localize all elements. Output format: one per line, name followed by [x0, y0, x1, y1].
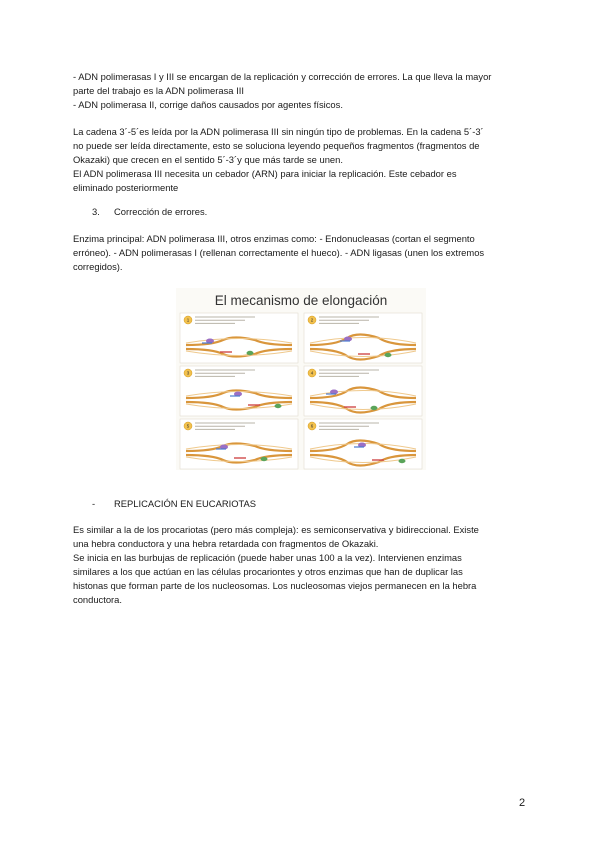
diagram-panel — [304, 419, 422, 469]
text-line: eliminado posteriormente — [73, 182, 179, 193]
diagram-panel — [180, 313, 298, 363]
step-number: 3 — [186, 370, 190, 376]
step-number: 4 — [310, 370, 314, 376]
step-number: 2 — [310, 317, 314, 323]
text-line: - ADN polimerasa II, corrige daños causados por agentes físicos. — [73, 99, 343, 110]
text-line: conductora. — [73, 594, 122, 605]
polymerase-list — [73, 70, 533, 112]
eukaryote-heading — [92, 497, 256, 511]
correction-paragraph — [73, 232, 533, 274]
step-number: 1 — [186, 317, 190, 323]
enzyme-icon — [247, 351, 254, 355]
page-number: 2 — [519, 797, 526, 809]
text-line: erróneo). - ADN polimerasas I (rellenan correctamente el hueco). - ADN ligasas (unen los extremos — [73, 247, 485, 258]
text-line: histonas que forman parte de los nucleosomas. Los nucleosomas viejos permanecen en la hebra — [73, 580, 477, 591]
strand-paragraph — [73, 125, 533, 195]
heading-text: REPLICACIÓN EN EUCARIOTAS — [114, 498, 257, 509]
elongation-figure — [176, 288, 426, 470]
text-line: El ADN polimerasa III necesita un cebador (ARN) para iniciar la replicación. Este cebador es — [73, 168, 457, 179]
step-number: 5 — [186, 423, 190, 429]
text-line: - ADN polimerasas I y III se encargan de la replicación y corrección de errores. La que lleva la mayor — [73, 71, 492, 82]
step-number: 6 — [310, 423, 314, 429]
diagram-panel — [304, 313, 422, 363]
section-heading — [92, 205, 207, 219]
enzyme-icon — [275, 404, 282, 408]
heading-number: 3. — [92, 206, 100, 217]
bullet-dash: - — [92, 498, 96, 509]
text-line: similares a los que actúan en las células procariontes y otros enzimas que han de duplicar las — [73, 566, 463, 577]
diagram-panel — [180, 419, 298, 469]
text-line: parte del trabajo es la ADN polimerasa III — [73, 85, 244, 96]
enzyme-icon — [371, 406, 378, 410]
text-line: Okazaki) que crecen en el sentido 5´-3´y que más tarde se unen. — [73, 154, 343, 165]
eukaryote-paragraph — [73, 523, 533, 607]
diagram-panel — [304, 366, 422, 416]
text-line: una hebra conductora y una hebra retardada con fragmentos de Okazaki. — [73, 538, 379, 549]
text-line: corregidos). — [73, 261, 123, 272]
heading-text: Corrección de errores. — [114, 206, 208, 217]
text-line: Enzima principal: ADN polimerasa III, otros enzimas como: - Endonucleasas (cortan el segmento — [73, 233, 475, 244]
text-line: Se inicia en las burbujas de replicación (puede haber unas 100 a la vez). Intervienen enzimas — [73, 552, 462, 563]
text-line: La cadena 3´-5´es leída por la ADN polimerasa III sin ningún tipo de problemas. En la cadena 5´-3´ — [73, 126, 484, 137]
text-line: Es similar a la de los procariotas (pero más compleja): es semiconservativa y bidireccional. Existe — [73, 524, 479, 535]
text-line: no puede ser leída directamente, esto se soluciona leyendo pequeños fragmentos (fragmentos de — [73, 140, 480, 151]
enzyme-icon — [399, 459, 406, 463]
enzyme-icon — [261, 457, 268, 461]
enzyme-icon — [385, 353, 392, 357]
diagram-panel — [180, 366, 298, 416]
figure-title: El mecanismo de elongación — [214, 293, 388, 308]
